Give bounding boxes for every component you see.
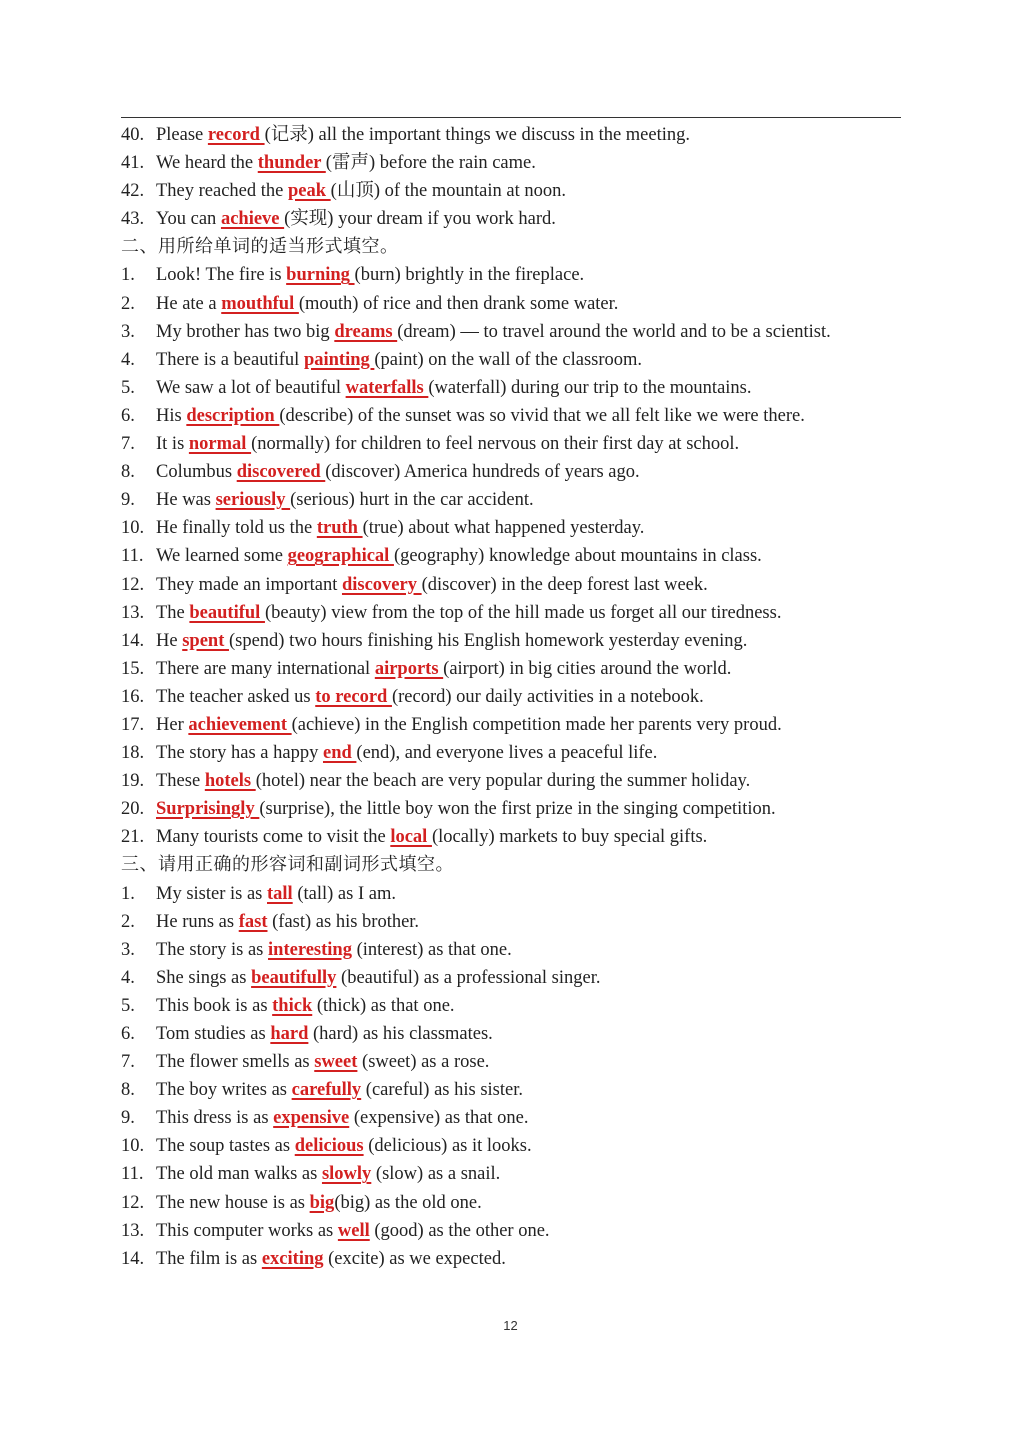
- item-answer: record: [207, 125, 265, 145]
- item-answer: sweet: [314, 1052, 358, 1073]
- exercise-item: [121, 261, 911, 289]
- item-answer: peak: [288, 181, 331, 202]
- item-text-after: (实现) your dream if you work hard.: [284, 209, 556, 230]
- item-text-before: You can: [156, 209, 221, 230]
- item-number: 1.: [121, 265, 135, 286]
- item-answer: discovered: [236, 462, 326, 483]
- exercise-item: [121, 402, 911, 430]
- exercise-item: [121, 1104, 911, 1132]
- item-text-before: The story has a happy: [156, 743, 323, 764]
- item-text-after: (excite) as we expected.: [323, 1248, 506, 1269]
- item-text-before: The soup tastes as: [156, 1136, 295, 1157]
- item-answer: delicious: [294, 1136, 364, 1157]
- item-text-after: (serious) hurt in the car accident.: [290, 490, 534, 511]
- exercise-item: [121, 1132, 911, 1160]
- item-number: 12.: [121, 574, 145, 595]
- item-answer: geographical: [287, 546, 394, 567]
- item-text-after: (airport) in big cities around the world.: [443, 658, 732, 679]
- item-text-after: (burn) brightly in the fireplace.: [354, 265, 585, 286]
- item-text-before: They reached the: [156, 181, 288, 202]
- exercise-item: [121, 711, 911, 739]
- item-text-after: (雷声) before the rain came.: [325, 153, 536, 174]
- item-number: 16.: [121, 686, 145, 707]
- exercise-item: [121, 767, 911, 795]
- item-number: 9.: [121, 490, 135, 511]
- item-number: 2.: [121, 911, 135, 932]
- item-text-before: Look! The fire is: [156, 265, 287, 286]
- item-answer: tall: [267, 883, 293, 904]
- item-text-after: (achieve) in the English competition made her parents very proud.: [291, 714, 782, 735]
- item-text-after: (fast) as his brother.: [267, 911, 420, 932]
- item-answer: beautiful: [189, 602, 265, 623]
- item-answer: thick: [272, 995, 313, 1016]
- item-text-before: They made an important: [156, 574, 342, 595]
- item-number: 4.: [121, 967, 135, 988]
- item-number: 10.: [121, 518, 145, 539]
- item-text-before: It is: [156, 434, 189, 455]
- item-answer: truth: [316, 518, 363, 539]
- item-answer: well: [337, 1220, 370, 1241]
- exercise-item: [121, 823, 911, 851]
- exercise-item: [121, 177, 911, 205]
- item-text-before: He runs as: [156, 911, 239, 932]
- header-rule: [121, 117, 901, 118]
- item-text-before: We learned some: [156, 546, 288, 567]
- exercise-item: [121, 542, 911, 570]
- item-text-before: These: [156, 771, 205, 792]
- item-answer: exciting: [261, 1248, 324, 1269]
- item-answer: carefully: [291, 1080, 362, 1101]
- item-text-after: (waterfall) during our trip to the mountains.: [428, 377, 752, 398]
- item-number: 11.: [121, 1164, 144, 1185]
- item-answer: to record: [315, 686, 392, 707]
- item-text-after: (delicious) as it looks.: [363, 1136, 532, 1157]
- item-number: 4.: [121, 349, 135, 370]
- item-text-before: Tom studies as: [156, 1024, 271, 1044]
- item-text-before: The new house is as: [156, 1192, 310, 1213]
- item-number: 13.: [121, 1220, 145, 1241]
- exercise-item: [121, 374, 911, 402]
- item-text-before: The: [156, 602, 190, 623]
- item-number: 40.: [121, 125, 145, 145]
- item-answer: painting: [303, 349, 375, 370]
- exercise-item: [121, 795, 911, 823]
- item-answer: dreams: [334, 321, 398, 342]
- item-text-after: (geography) knowledge about mountains in class.: [393, 546, 762, 567]
- exercise-item: [121, 1020, 911, 1048]
- item-text-after: (locally) markets to buy special gifts.: [431, 827, 708, 848]
- item-answer: burning: [286, 265, 355, 286]
- section-3-heading: 三、请用正确的形容词和副词形式填空。: [121, 854, 454, 876]
- item-answer: normal: [188, 434, 252, 455]
- exercise-item: [121, 571, 911, 599]
- item-text-after: (true) about what happened yesterday.: [362, 518, 645, 539]
- item-text-before: There is a beautiful: [156, 349, 304, 370]
- exercise-item: [121, 655, 911, 683]
- item-answer: beautifully: [251, 967, 337, 988]
- item-number: 5.: [121, 995, 135, 1016]
- item-number: 3.: [121, 321, 135, 342]
- exercise-item: [121, 346, 911, 374]
- item-number: 19.: [121, 771, 145, 792]
- item-text-before: The boy writes as: [156, 1080, 292, 1101]
- item-text-after: (record) our daily activities in a notebook.: [391, 686, 704, 707]
- item-text-after: (surprise), the little boy won the first prize in the singing competition.: [259, 799, 776, 820]
- item-text-after: (paint) on the wall of the classroom.: [374, 349, 643, 370]
- item-text-before: He: [156, 630, 183, 651]
- item-number: 6.: [121, 405, 135, 426]
- item-text-after: (slow) as a snail.: [371, 1164, 501, 1185]
- item-text-after: (mouth) of rice and then drank some water.: [298, 293, 619, 314]
- item-number: 5.: [121, 377, 135, 398]
- item-answer: achieve: [220, 209, 285, 230]
- item-answer: description: [186, 405, 280, 426]
- exercise-item: [121, 318, 911, 346]
- item-text-before: There are many international: [156, 658, 375, 679]
- item-answer: local: [390, 827, 432, 848]
- exercise-item: [121, 964, 911, 992]
- exercise-item: [121, 458, 911, 486]
- item-text-after: (hard) as his classmates.: [308, 1024, 493, 1044]
- exercise-item: [121, 121, 911, 149]
- item-text-after: (tall) as I am.: [292, 883, 396, 904]
- item-text-before: The story is as: [156, 939, 269, 960]
- item-text-before: This dress is as: [156, 1108, 274, 1129]
- item-text-before: The teacher asked us: [156, 686, 316, 707]
- item-answer: hotels: [204, 771, 256, 792]
- exercise-item: [121, 992, 911, 1020]
- item-text-before: Many tourists come to visit the: [156, 827, 391, 848]
- item-number: 41.: [121, 153, 145, 174]
- item-number: 8.: [121, 462, 135, 483]
- item-text-after: (normally) for children to feel nervous on their first day at school.: [251, 434, 740, 455]
- item-text-before: Columbus: [156, 462, 237, 483]
- item-text-after: (beauty) view from the top of the hill made us forget all our tiredness.: [264, 602, 782, 623]
- section-2-heading: 二、用所给单词的适当形式填空。: [121, 236, 399, 258]
- item-text-before: This book is as: [156, 995, 273, 1016]
- item-text-after: (discover) America hundreds of years ago.: [325, 462, 640, 483]
- item-number: 43.: [121, 209, 145, 230]
- exercise-item: [121, 936, 911, 964]
- item-text-after: (beautiful) as a professional singer.: [336, 967, 601, 988]
- item-answer: seriously: [215, 490, 291, 511]
- item-text-before: This computer works as: [156, 1220, 338, 1241]
- item-answer: waterfalls: [345, 377, 429, 398]
- exercise-item: [121, 1189, 911, 1217]
- exercise-item: [121, 880, 911, 908]
- exercise-part-2: [121, 261, 911, 851]
- item-text-before: Her: [156, 714, 189, 735]
- item-number: 11.: [121, 546, 144, 567]
- exercise-item: [121, 514, 911, 542]
- item-number: 42.: [121, 181, 145, 202]
- exercise-item: [121, 627, 911, 655]
- item-text-after: (end), and everyone lives a peaceful life.: [356, 743, 658, 764]
- item-answer: end: [322, 743, 357, 764]
- exercise-item: [121, 1076, 911, 1104]
- item-number: 8.: [121, 1080, 135, 1101]
- item-text-before: She sings as: [156, 967, 252, 988]
- item-number: 20.: [121, 799, 145, 820]
- item-number: 1.: [121, 883, 135, 904]
- exercise-item: [121, 683, 911, 711]
- item-text-after: (记录) all the important things we discuss in the meeting.: [264, 125, 691, 145]
- exercise-item: [121, 1217, 911, 1245]
- item-text-after: (sweet) as a rose.: [357, 1052, 490, 1073]
- item-number: 10.: [121, 1136, 145, 1157]
- item-answer: slowly: [321, 1164, 372, 1185]
- exercise-item: [121, 149, 911, 177]
- item-answer: spent: [182, 630, 229, 651]
- exercise-part-1: [121, 121, 911, 233]
- item-answer: airports: [374, 658, 444, 679]
- exercise-item: [121, 430, 911, 458]
- item-number: 15.: [121, 658, 145, 679]
- item-text-after: (expensive) as that one.: [349, 1108, 529, 1129]
- item-text-after: (careful) as his sister.: [361, 1080, 523, 1101]
- item-text-before: Please: [156, 125, 208, 145]
- item-answer: mouthful: [221, 293, 299, 314]
- item-number: 18.: [121, 743, 145, 764]
- page-number: 12: [503, 1318, 518, 1333]
- item-text-before: He was: [156, 490, 216, 511]
- item-number: 3.: [121, 939, 135, 960]
- item-text-after: (山顶) of the mountain at noon.: [330, 181, 566, 202]
- item-number: 9.: [121, 1108, 135, 1129]
- item-number: 13.: [121, 602, 145, 623]
- item-number: 6.: [121, 1024, 135, 1044]
- exercise-item: [121, 1245, 911, 1273]
- item-answer: expensive: [273, 1108, 350, 1129]
- item-answer: hard: [270, 1024, 309, 1044]
- item-number: 7.: [121, 1052, 135, 1073]
- item-answer: thunder: [257, 153, 326, 174]
- item-text-before: He finally told us the: [156, 518, 317, 539]
- item-number: 12.: [121, 1192, 145, 1213]
- item-text-after: (hotel) near the beach are very popular during the summer holiday.: [255, 771, 751, 792]
- item-text-before: My brother has two big: [156, 321, 335, 342]
- item-number: 21.: [121, 827, 145, 848]
- exercise-part-3: [121, 880, 911, 1273]
- item-text-after: (good) as the other one.: [369, 1220, 550, 1241]
- exercise-item: [121, 290, 911, 318]
- item-text-after: (big) as the old one.: [334, 1192, 482, 1213]
- item-text-after: (thick) as that one.: [312, 995, 455, 1016]
- item-text-before: The film is as: [156, 1248, 262, 1269]
- item-answer: interesting: [268, 939, 352, 960]
- item-text-after: (dream) — to travel around the world and to be a scientist.: [397, 321, 831, 342]
- item-text-before: My sister is as: [156, 883, 267, 904]
- item-text-before: The old man walks as: [156, 1164, 322, 1185]
- item-answer: big: [309, 1192, 335, 1213]
- exercise-item: [121, 486, 911, 514]
- item-number: 17.: [121, 714, 145, 735]
- item-answer: Surprisingly: [156, 799, 260, 820]
- item-text-before: His: [156, 405, 187, 426]
- exercise-item: [121, 205, 911, 233]
- item-answer: achievement: [188, 714, 292, 735]
- item-text-before: We saw a lot of beautiful: [156, 377, 346, 398]
- item-text-before: He ate a: [156, 293, 222, 314]
- item-number: 14.: [121, 630, 145, 651]
- item-text-after: (interest) as that one.: [351, 939, 512, 960]
- worksheet-content: [121, 121, 911, 1273]
- exercise-item: [121, 1048, 911, 1076]
- item-number: 14.: [121, 1248, 145, 1269]
- item-text-after: (discover) in the deep forest last week.: [421, 574, 708, 595]
- item-answer: discovery: [341, 574, 422, 595]
- item-text-after: (describe) of the sunset was so vivid that we all felt like we were there.: [279, 405, 805, 426]
- item-text-before: We heard the: [156, 153, 258, 174]
- item-text-before: The flower smells as: [156, 1052, 315, 1073]
- exercise-item: [121, 908, 911, 936]
- exercise-item: [121, 599, 911, 627]
- item-number: 7.: [121, 434, 135, 455]
- item-number: 2.: [121, 293, 135, 314]
- exercise-item: [121, 739, 911, 767]
- item-answer: fast: [238, 911, 268, 932]
- exercise-item: [121, 1160, 911, 1188]
- item-text-after: (spend) two hours finishing his English homework yesterday evening.: [228, 630, 748, 651]
